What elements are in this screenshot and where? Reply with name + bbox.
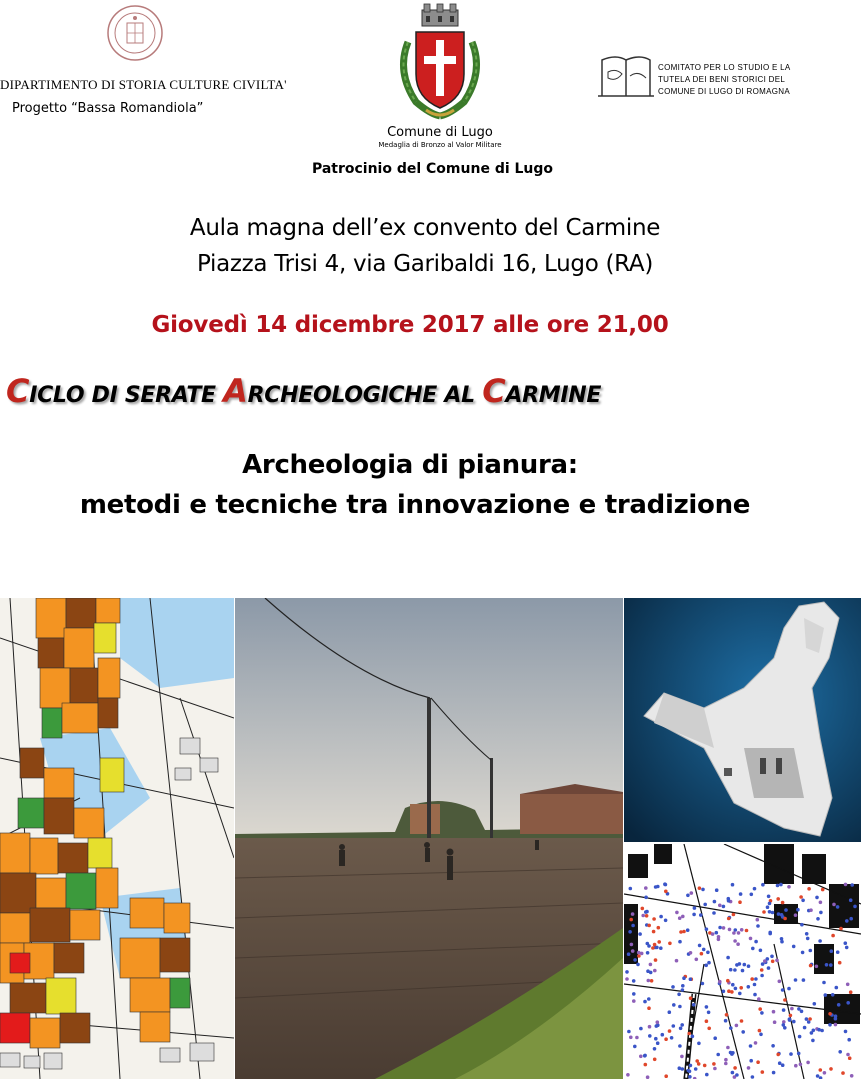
venue-line-2: Piazza Trisi 4, via Garibaldi 16, Lugo (RA) <box>196 251 654 277</box>
project-name: Progetto “Bassa Romandiola” <box>12 101 204 116</box>
department-name: DIPARTIMENTO DI STORIA CULTURE CIVILTA' <box>0 77 287 92</box>
cycle-initial-2: A <box>223 372 248 410</box>
cycle-initial-1: C <box>6 372 30 410</box>
venue-line-1: Aula magna dell’ex convento del Carmine <box>189 215 661 241</box>
cycle-initial-3: C <box>482 372 506 410</box>
university-seal-logo <box>106 4 164 62</box>
cycle-rest-3: ARMINE <box>505 383 602 408</box>
comitato-line-2: TUTELA DEI BENI STORICI DEL <box>658 75 786 84</box>
comune-crest-logo <box>386 2 494 124</box>
comune-name: Comune di Lugo <box>387 125 493 140</box>
comitato-logo <box>596 52 654 100</box>
3d-scan-image <box>624 598 861 842</box>
subtitle-line-1: Archeologia di pianura: <box>242 450 578 480</box>
comitato-line-1: COMITATO PER LO STUDIO E LA <box>658 63 791 72</box>
comune-medal-text: Medaglia di Bronzo al Valor Militare <box>378 141 502 149</box>
cycle-title <box>6 372 856 410</box>
cycle-rest-2: RCHEOLOGICHE AL <box>247 383 483 408</box>
comitato-text <box>658 62 858 98</box>
event-date: Giovedì 14 dicembre 2017 alle ore 21,00 <box>151 312 669 338</box>
cycle-rest-1: ICLO DI SERATE <box>29 383 224 408</box>
comitato-line-3: COMUNE DI LUGO DI ROMAGNA <box>658 87 790 96</box>
cadastral-map-image <box>0 598 234 1079</box>
patronage-text: Patrocinio del Comune di Lugo <box>311 161 554 177</box>
distribution-plan-image <box>624 844 861 1079</box>
field-survey-photo <box>235 598 623 1079</box>
subtitle-line-2: metodi e tecniche tra innovazione e tradizione <box>79 490 751 520</box>
